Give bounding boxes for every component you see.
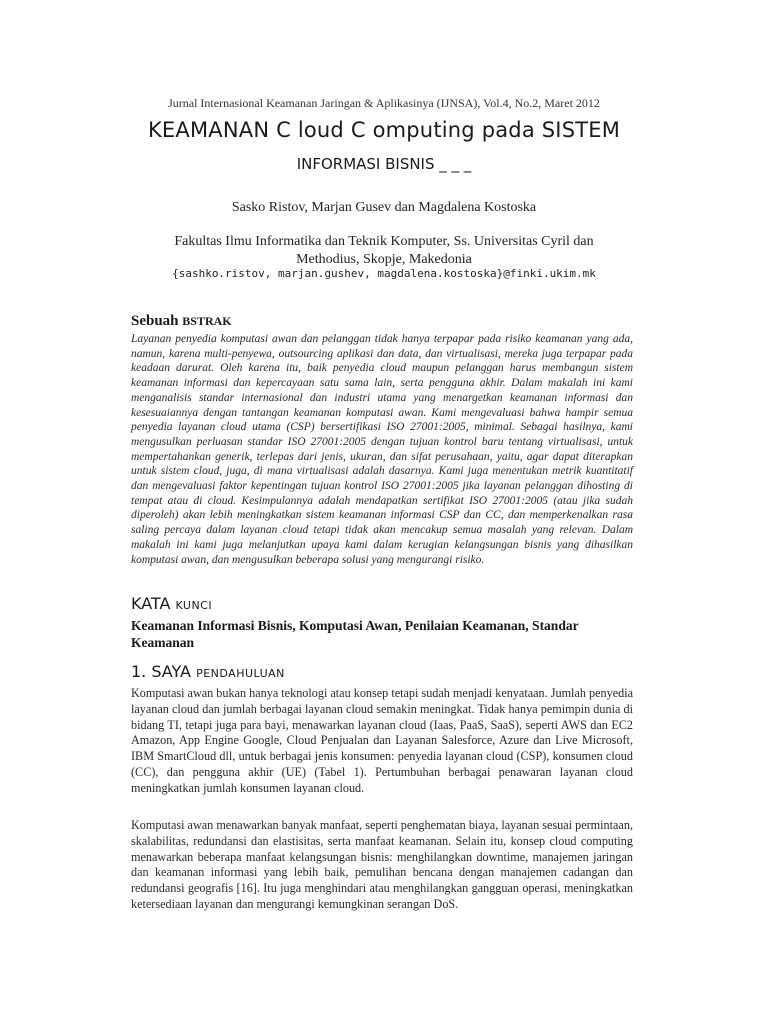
section-heading-lead: 1. SAYA: [131, 662, 191, 681]
abstract-heading-lead: Sebuah: [131, 313, 179, 329]
paper-subtitle: INFORMASI BISNIS _ _ _: [296, 155, 472, 173]
affiliation: Fakultas Ilmu Informatika dan Teknik Komputer, Ss. Universitas Cyril dan Methodius, Skopje, Makedonia: [174, 234, 594, 267]
author-emails: {sashko.ristov, marjan.gushev, magdalena.kostoska}@finki.ukim.mk: [172, 267, 596, 280]
keywords-heading: [131, 594, 212, 613]
authors: Sasko Ristov, Marjan Gusev dan Magdalena Kostoska: [231, 200, 537, 215]
intro-paragraph-1: Komputasi awan bukan hanya teknologi atau konsep tetapi sudah menjadi kenyataan. Jumlah penyedia layanan cloud dan jumlah berbagai layanan cloud semakin meningkat. Tidak hanya pemimpin dunia di bidang TI, tetapi juga para bayi, menawarkan layanan cloud (Iaas, PaaS, SaaS), seperti AWS dan EC2 Amazon, App Engine Google, Cloud Penjualan dan Layanan Salesforce, Azure dan Live Microsoft, IBM SmartCloud dll, untuk berbagai jenis konsumen: penyedia layanan cloud (CSP), konsumen cloud (CC), dan pengguna akhir (UE) (Tabel 1). Pertumbuhan berbagai penawaran layanan cloud meningkatkan jumlah konsumen layanan cloud.: [131, 686, 633, 795]
section-heading-introduction: [131, 662, 285, 681]
intro-paragraph-2: Komputasi awan menawarkan banyak manfaat, seperti penghematan biaya, layanan sesuai permintaan, skalabilitas, redundansi dan elastisitas, serta manfaat keamanan. Selain itu, konsep cloud computing menawarkan beberapa manfaat kelangsungan bisnis: menghilangkan downtime, manajemen jaringan dan keamanan informasi yang lebih baik, pemulihan bencana dengan manajemen cadangan dan redundansi geografis [16]. Itu juga menghindari atau menghilangkan gangguan operasi, meningkatkan ketersediaan layanan dan mengurangi kemungkinan serangan DoS.: [131, 818, 633, 911]
keywords-text: Keamanan Informasi Bisnis, Komputasi Awan, Penilaian Keamanan, Standar Keamanan: [131, 618, 579, 650]
keywords-heading-rest: KUNCI: [175, 599, 213, 612]
keywords-heading-lead: KATA: [131, 594, 171, 613]
abstract-text: Layanan penyedia komputasi awan dan pelanggan tidak hanya terpapar pada risiko keamanan yang ada, namun, karena multi-penyewa, outsourcing aplikasi dan data, dan virtualisasi, mereka juga terpapar pada keadaan darurat. Oleh karena itu, baik penyedia cloud maupun pelanggan harus membangun sistem keamanan informasi dan kepercayaan satu sama lain, serta pengguna akhir. Dalam makalah ini kami menganalisis standar internasional dan industri utama yang menargetkan keamanan informasi dan kesesuaiannya dengan tantangan keamanan komputasi awan. Kami mengevaluasi bahwa hampir semua penyedia layanan cloud utama (CSP) bersertifikasi ISO 27001:2005, minimal. Sebagai hasilnya, kami mengusulkan perluasan standar ISO 27001:2005 dengan tujuan kontrol baru tentang virtualisasi, untuk mempertahankan generik, terlepas dari jenis, ukuran, dan sifat perusahaan, yaitu, agar dapat diterapkan untuk sistem cloud, juga, di mana virtualisasi adalah dasarnya. Kami juga menentukan metrik kuantitatif dan mengevaluasi faktor kepentingan tujuan kontrol ISO 27001:2005 jika layanan pelanggan dihosting di tempat atau di cloud. Kesimpulannya adalah mendapatkan sertifikat ISO 27001:2005 (atau jika sudah diperoleh) akan lebih meningkatkan sistem keamanan informasi CSP dan CC, dan memperkenalkan rasa saling percaya dalam layanan cloud tetapi tidak akan mencakup semua masalah yang relevan. Dalam makalah ini kami juga melanjutkan upaya kami dalam kerugian kelangsungan bisnis yang dihasilkan komputasi awan, dan mengusulkan beberapa solusi yang mengurangi risiko.: [131, 333, 633, 566]
journal-header: Jurnal Internasional Keamanan Jaringan & Aplikasinya (IJNSA), Vol.4, No.2, Maret 2012: [168, 96, 600, 110]
abstract-heading-rest: BSTRAK: [182, 314, 232, 328]
abstract-heading: [131, 313, 232, 330]
paper-title: KEAMANAN C loud C omputing pada SISTEM: [147, 118, 621, 142]
section-heading-rest: PENDAHULUAN: [196, 667, 285, 680]
